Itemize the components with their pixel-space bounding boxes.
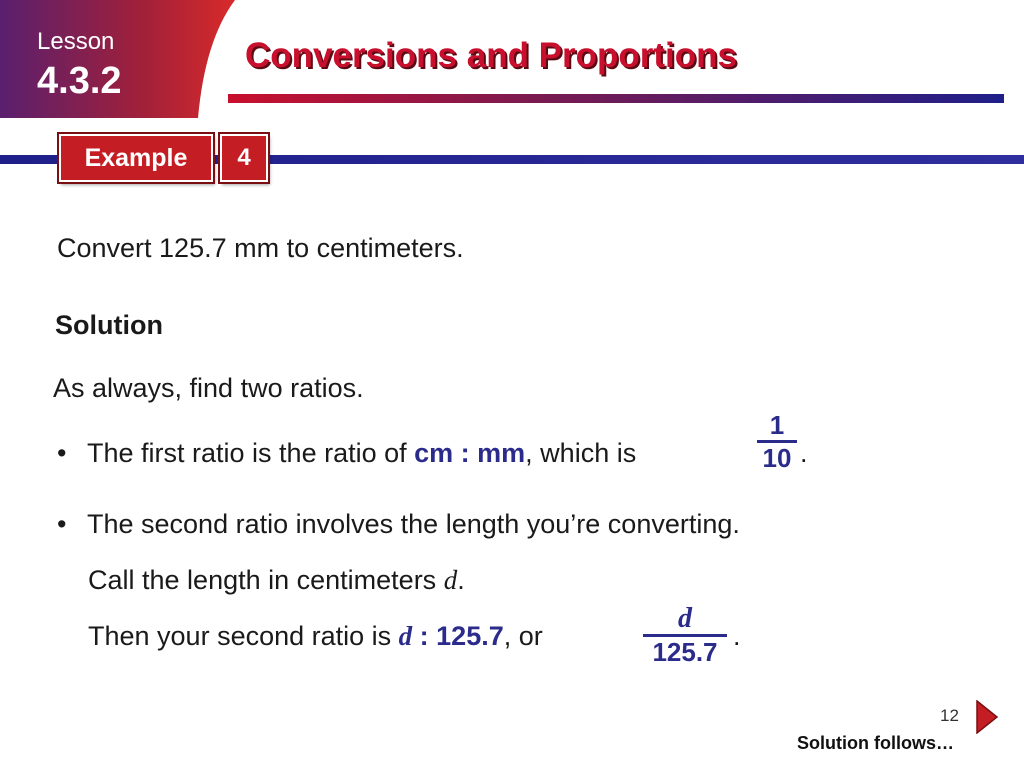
bullet1-text-after: , which is	[525, 438, 637, 468]
solution-intro: As always, find two ratios.	[53, 373, 364, 403]
problem-prompt: Convert 125.7 mm to centimeters.	[57, 233, 464, 263]
page-number: 12	[940, 706, 959, 725]
bullet1-text-before: The first ratio is the ratio of	[87, 438, 415, 468]
bullet-marker: •	[57, 509, 67, 539]
call-line-period: .	[457, 565, 465, 595]
title-divider	[228, 94, 1004, 103]
example-number-tab: 4	[220, 134, 268, 182]
ratio-rest: : 125.7	[412, 621, 504, 651]
variable-d: d	[398, 621, 413, 651]
example-label-tab: Example	[59, 134, 213, 182]
lesson-label: Lesson	[37, 28, 115, 55]
then-line-period: .	[733, 621, 741, 651]
bullet-second-ratio	[57, 509, 740, 540]
fraction-d-over-125-7	[643, 605, 727, 666]
fraction-numerator: d	[678, 603, 692, 634]
bullet-marker: •	[57, 438, 67, 468]
ratio-units-highlight: cm : mm	[414, 438, 526, 468]
then-line-or: , or	[503, 621, 543, 651]
bullet2-text: The second ratio involves the length you’re converting.	[87, 509, 740, 539]
solution-heading: Solution	[55, 310, 163, 340]
solution-follows-note: Solution follows…	[797, 733, 954, 753]
call-length-line	[88, 565, 465, 596]
lesson-badge	[0, 0, 235, 118]
bullet-first-ratio	[57, 438, 636, 469]
variable-d: d	[443, 565, 458, 595]
fraction-numerator: 1	[769, 410, 785, 440]
lesson-number: 4.3.2	[37, 60, 122, 102]
second-ratio-line	[88, 621, 543, 652]
then-line-text: Then your second ratio is	[88, 621, 399, 651]
fraction-one-tenth	[757, 411, 797, 472]
page-title: Conversions and Proportions	[245, 36, 737, 75]
next-slide-arrow-icon[interactable]	[975, 700, 999, 734]
fraction-denominator: 10	[762, 443, 792, 473]
call-line-text: Call the length in centimeters	[88, 565, 444, 595]
bullet1-period: .	[800, 438, 808, 468]
fraction-denominator: 125.7	[652, 637, 718, 667]
